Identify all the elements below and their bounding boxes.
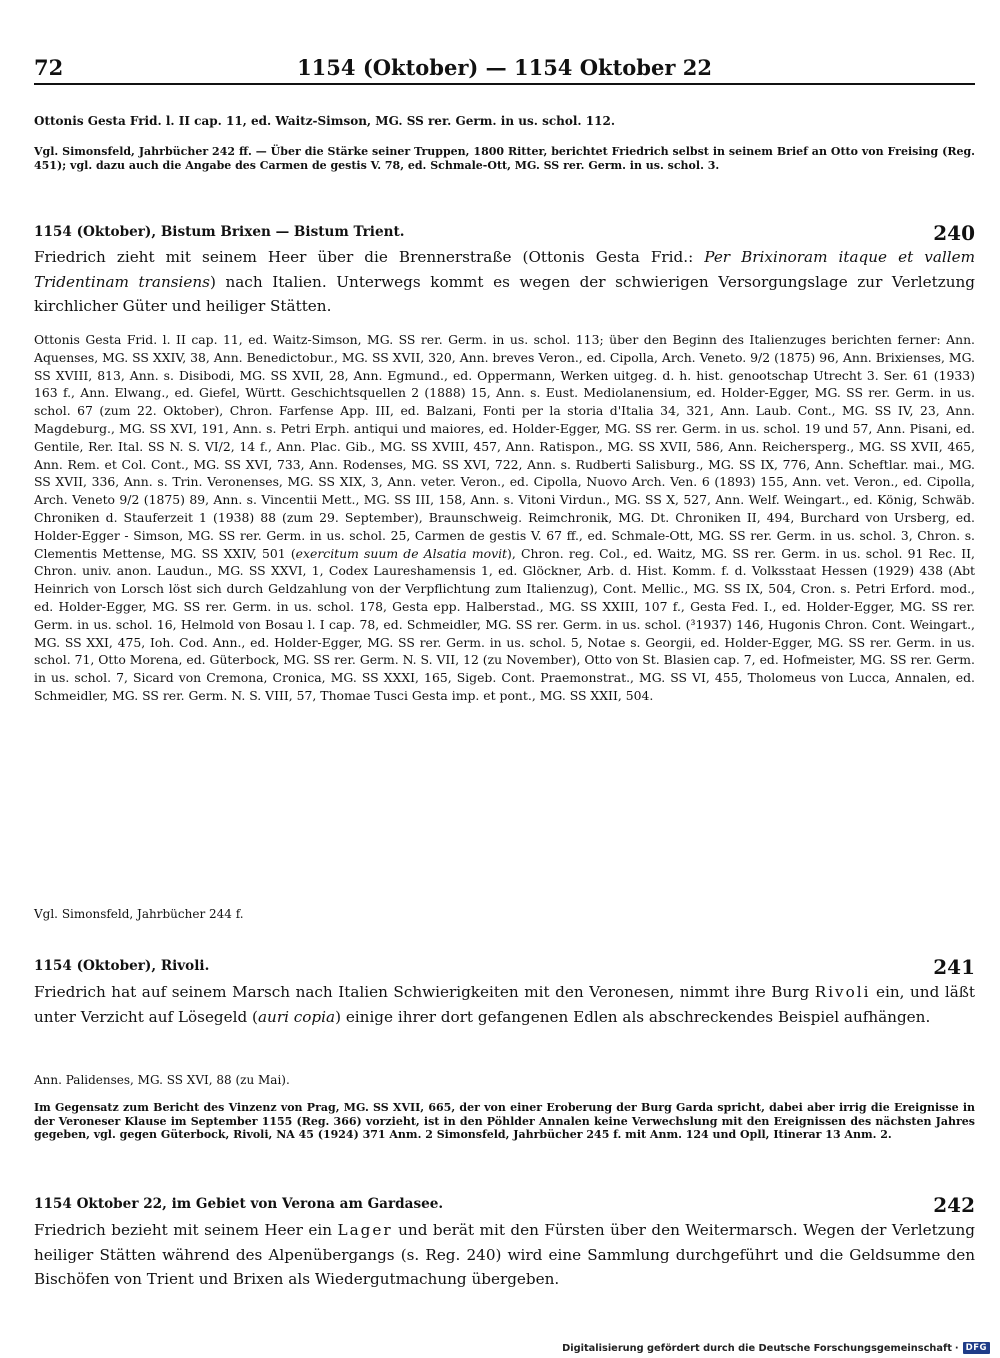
text-segment: und berät mit den Fürsten über den Weitermarsch. Wegen der Verletzung heiliger Stätten während des Alpenübergangs (s. Reg. 240) wird eine Sammlung durchgeführt und die Geldsumme den Bischöfen von Trient und Brixen als Wiedergutmachung übergeben.	[34, 1221, 975, 1288]
regest-heading: 1154 (Oktober), Bistum Brixen — Bistum Trient.	[34, 224, 405, 240]
text-segment: ein, und läßt unter Verzicht auf Lösegeld (	[34, 983, 975, 1026]
regest-number: 242	[933, 1193, 975, 1217]
latin-quote: auri copia	[257, 1007, 336, 1026]
regest-240-note: Vgl. Simonsfeld, Jahrbücher 244 f.	[34, 907, 244, 921]
footer-text: Digitalisierung gefördert durch die Deutsche Forschungsgemeinschaft	[562, 1342, 952, 1354]
regest-242-heading-row	[34, 1193, 975, 1217]
spaced-word: Lager	[337, 1221, 393, 1239]
regest-241-note: Im Gegensatz zum Bericht des Vinzenz von Prag, MG. SS XVII, 665, der von einer Eroberung der Burg Garda spricht, dabei aber irrig die Ereignisse in der Veroneser Klause im September 1155 (Reg. 366) vorzieht, ist in den Pöhlder Annalen keine Verwechslung mit den Ereignissen des nächsten Jahres gegeben, vgl. gegen Güterbock, Rivoli, NA 45 (1924) 371 Anm. 2 Simonsfeld, Jahrbücher 245 f. mit Anm. 124 und Opll, Itinerar 13 Anm. 2.	[34, 1101, 975, 1142]
footer-separator: ·	[954, 1342, 959, 1354]
dfg-logo-icon: DFG	[963, 1342, 990, 1354]
footer-credit	[562, 1340, 990, 1356]
top-source: Ottonis Gesta Frid. l. II cap. 11, ed. Waitz-Simson, MG. SS rer. Germ. in us. schol. 112.	[34, 114, 616, 128]
regest-242-text	[34, 1218, 975, 1292]
sources-segment: Ottonis Gesta Frid. l. II cap. 11, ed. Waitz-Simson, MG. SS rer. Germ. in us. schol. 113; über den Beginn des Italienzuges berichten ferner: Ann. Aquenses, MG. SS XXIV, 38, Ann. Benedictobur., MG. SS XVII, 320, Ann. breves Veron., ed. Cipolla, Arch. Veneto. 9/2 (1875) 96, Ann. Brixienses, MG. SS XVIII, 813, Ann. s. Disibodi, MG. SS XVII, 28, Ann. Egmund., ed. Oppermann, Werken uitgeg. d. h. hist. genootschap Utrecht 3. Ser. 61 (1933) 163 f., Ann. Elwang., ed. Giefel, Württ. Geschichtsquellen 2 (1888) 15, Ann. s. Eust. Mediolanensium, ed. Holder-Egger, MG. SS rer. Germ. in us. schol. 67 (zum 22. Oktober), Chron. Farfense App. III, ed. Balzani, Fonti per la storia d'Italia 34, 321, Ann. Laub. Cont., MG. SS IV, 23, Ann. Magdeburg., MG. SS XVI, 191, Ann. s. Petri Erph. antiqui und maiores, ed. Holder-Egger, MG. SS rer. Germ. in us. schol. 19 und 57, Ann. Pisani, ed. Gentile, Rer. Ital. SS N. S. VI/2, 14 f., Ann. Plac. Gib., MG. SS XVIII, 457, Ann. Ratispon., MG. SS XVII, 586, Ann. Reichersperg., MG. SS XVII, 465, Ann. Rem. et Col. Cont., MG. SS XVI, 733, Ann. Rodenses, MG. SS XVI, 722, Ann. s. Rudberti Salisburg., MG. SS IX, 776, Ann. Scheftlar. mai., MG. SS XVII, 336, Ann. s. Trin. Veronenses, MG. SS XIX, 3, Ann. veter. Veron., ed. Cipolla, Nuovo Arch. Ven. 6 (1893) 155, Ann. vet. Veron., ed. Cipolla, Arch. Veneto 9/2 (1875) 89, Ann. s. Vincentii Mett., MG. SS III, 158, Ann. s. Vitoni Virdun., MG. SS X, 527, Ann. Welf. Weingart., ed. König, Schwäb. Chroniken d. Stauferzeit 1 (1938) 88 (zum 29. September), Braunschweig. Reimchronik, MG. Dt. Chroniken II, 494, Burchard von Ursberg, ed. Holder-Egger - Simson, MG. SS rer. Germ. in us. schol. 25, Carmen de gestis V. 67 ff., ed. Schmale-Ott, MG. SS rer. Germ. in us. schol. 3, Chron. s. Clementis Mettense, MG. SS XXIV, 501 (	[34, 332, 975, 561]
regest-heading: 1154 (Oktober), Rivoli.	[34, 958, 210, 974]
page-number: 72	[34, 55, 64, 80]
text-segment: ) einige ihrer dort gefangenen Edlen als abschreckendes Beispiel aufhängen.	[335, 1007, 931, 1026]
regest-241-source: Ann. Palidenses, MG. SS XVI, 88 (zu Mai).	[34, 1073, 290, 1087]
regest-number: 240	[933, 221, 975, 245]
latin-quote: Per Brixinoram itaque et vallem Tridentinam transiens	[34, 248, 975, 291]
place-name: Rivoli	[814, 983, 871, 1001]
regest-241-text	[34, 980, 975, 1029]
text-segment: Friedrich hat auf seinem Marsch nach Italien Schwierigkeiten mit den Veronesen, nimmt ihre Burg	[34, 983, 815, 1001]
regest-240-sources	[34, 331, 975, 705]
latin-quote: exercitum suum de Alsatia movit	[295, 545, 508, 561]
regest-240-heading-row	[34, 221, 975, 245]
regest-241-heading-row	[34, 955, 975, 979]
regest-240-text	[34, 245, 975, 319]
text-segment: Friedrich zieht mit seinem Heer über die Brennerstraße (Ottonis Gesta Frid.:	[34, 248, 705, 266]
page-header	[34, 55, 975, 85]
regest-number: 241	[933, 955, 975, 979]
regest-heading: 1154 Oktober 22, im Gebiet von Verona am Gardasee.	[34, 1196, 444, 1212]
sources-segment: ), Chron. reg. Col., ed. Waitz, MG. SS rer. Germ. in us. schol. 91 Rec. II, Chron. univ. anon. Laudun., MG. SS XXVI, 1, Codex Laureshamensis 1, ed. Glöckner, Arb. d. Hist. Komm. f. d. Volksstaat Hessen (1929) 438 (Abt Heinrich von Lorsch löst sich durch Geldzahlung von der Verpflichtung zum Italienzug), Cont. Mellic., MG. SS IX, 504, Cron. s. Petri Erford. mod., ed. Holder-Egger, MG. SS rer. Germ. in us. schol. 178, Gesta epp. Halberstad., MG. SS XXIII, 107 f., Gesta Fed. I., ed. Holder-Egger, MG. SS rer. Germ. in us. schol. 16, Helmold von Bosau l. I cap. 78, ed. Schmeidler, MG. SS rer. Germ. in us. schol. (³1937) 146, Hugonis Chron. Cont. Weingart., MG. SS XXI, 475, Ioh. Cod. Ann., ed. Holder-Egger, MG. SS rer. Germ. in us. schol. 5, Notae s. Georgii, ed. Holder-Egger, MG. SS rer. Germ. in us. schol. 71, Otto Morena, ed. Güterbock, MG. SS rer. Germ. N. S. VII, 12 (zu November), Otto von St. Blasien cap. 7, ed. Hofmeister, MG. SS rer. Germ. in us. schol. 7, Sicard von Cremona, Cronica, MG. SS XXXI, 165, Sigeb. Cont. Praemonstrat., MG. SS VI, 455, Tholomeus von Lucca, Annalen, ed. Schmeidler, MG. SS rer. Germ. N. S. VIII, 57, Thomae Tusci Gesta imp. et pont., MG. SS XXII, 504.	[34, 545, 975, 703]
text-segment: Friedrich bezieht mit seinem Heer ein	[34, 1221, 338, 1239]
top-note: Vgl. Simonsfeld, Jahrbücher 242 ff. — Über die Stärke seiner Truppen, 1800 Ritter, berichtet Friedrich selbst in seinem Brief an Otto von Freising (Reg. 451); vgl. dazu auch die Angabe des Carmen de gestis V. 78, ed. Schmale-Ott, MG. SS rer. Germ. in us. schol. 3.	[34, 145, 975, 172]
text-segment: ) nach Italien. Unterwegs kommt es wegen der schwierigen Versorgungslage zur Verletzung kirchlicher Güter und heiliger Stätten.	[34, 272, 975, 315]
running-title: 1154 (Oktober) — 1154 Oktober 22	[297, 55, 712, 80]
